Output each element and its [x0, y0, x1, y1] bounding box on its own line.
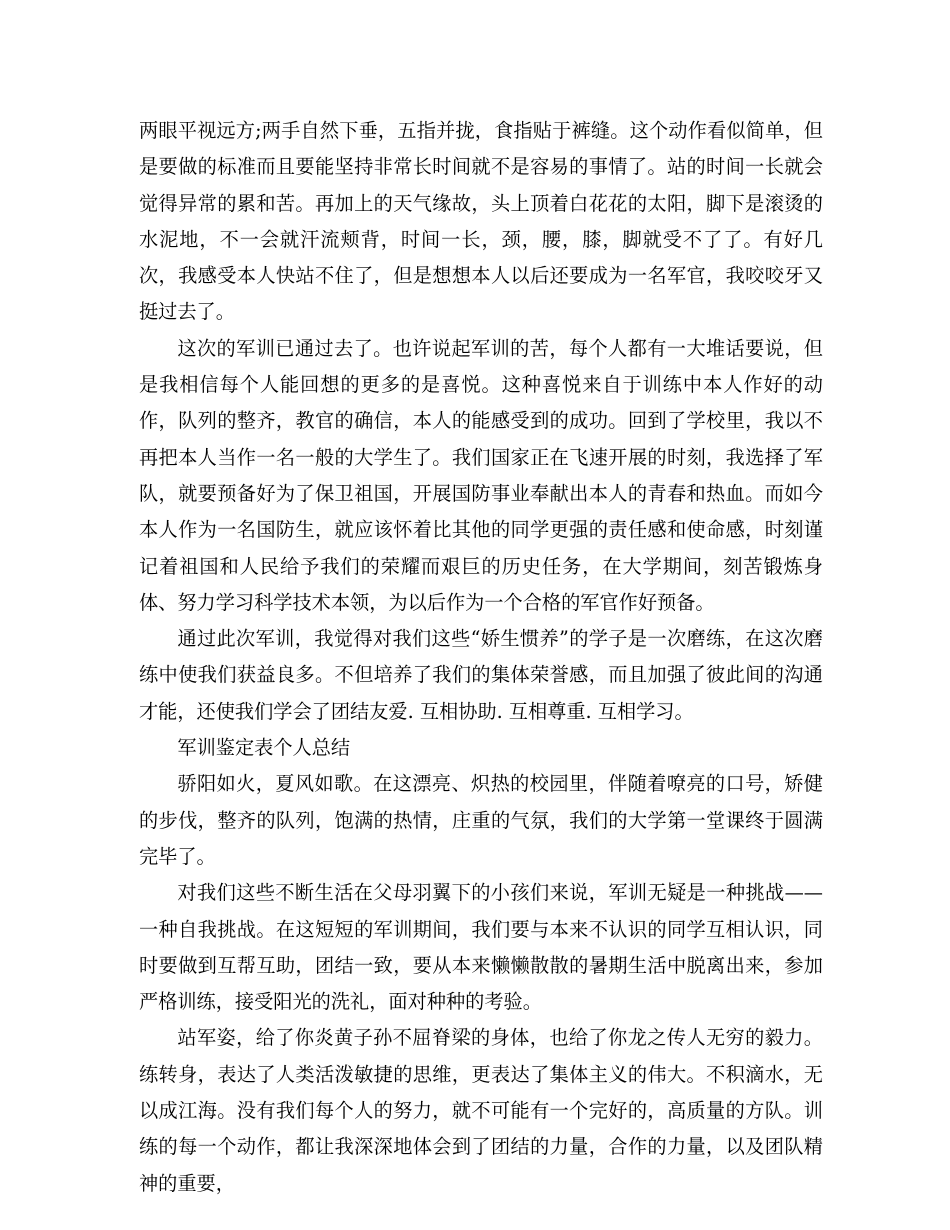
paragraph: 站军姿，给了你炎黄子孙不屈脊梁的身体，也给了你龙之传人无穷的毅力。练转身，表达了人类活泼敏捷的思维，更表达了集体主义的伟大。不积滴水，无以成江海。没有我们每个人的努力，就不可能有一个完好的，高质量的方队。训练的每一个动作，都让我深深地体会到了团结的力量，合作的力量，以及团队精神的重要， [139, 1026, 823, 1195]
paragraph: 对我们这些不断生活在父母羽翼下的小孩们来说，军训无疑是一种挑战——一种自我挑战。在这短短的军训期间，我们要与本来不认识的同学互相认识，同时要做到互帮互助，团结一致，要从本来懒懒散散的暑期生活中脱离出来，参加严格训练，接受阳光的洗礼，面对种种的考验。 [139, 881, 823, 1014]
paragraph-continued: 两眼平视远方;两手自然下垂，五指并拢，食指贴于裤缝。这个动作看似简单，但是要做的标准而且要能坚持非常长时间就不是容易的事情了。站的时间一长就会觉得异常的累和苦。再加上的天气缘故，头上顶着白花花的太阳，脚下是滚烫的水泥地，不一会就汗流颊背，时间一长，颈，腰，膝，脚就受不了了。有好几次，我感受本人快站不住了，但是想想本人以后还要成为一名军官，我咬咬牙又挺过去了。 [139, 119, 823, 324]
paragraph: 这次的军训已通过去了。也许说起军训的苦，每个人都有一大堆话要说，但是我相信每个人能回想的更多的是喜悦。这种喜悦来自于训练中本人作好的动作，队列的整齐，教官的确信，本人的能感受到的成功。回到了学校里，我以不再把本人当作一名一般的大学生了。我们国家正在飞速开展的时刻，我选择了军队，就要预备好为了保卫祖国，开展国防事业奉献出本人的青春和热血。而如今本人作为一名国防生，就应该怀着比其他的同学更强的责任感和使命感，时刻谨记着祖国和人民给予我们的荣耀而艰巨的历史任务，在大学期间，刻苦锻炼身体、努力学习科学技术本领，为以后作为一个合格的军官作好预备。 [139, 336, 823, 614]
document-body [139, 113, 823, 1202]
paragraph: 骄阳如火，夏风如歌。在这漂亮、炽热的校园里，伴随着嘹亮的口号，矫健的步伐，整齐的队列，饱满的热情，庄重的气氛，我们的大学第一堂课终于圆满完毕了。 [139, 772, 823, 868]
paragraph: 通过此次军训，我觉得对我们这些“娇生惯养”的学子是一次磨练，在这次磨练中使我们获益良多。不但培养了我们的集体荣誉感，而且加强了彼此间的沟通才能，还使我们学会了团结友爱. 互相协助. 互相尊重. 互相学习。 [139, 627, 823, 723]
section-heading: 军训鉴定表个人总结 [177, 736, 351, 760]
